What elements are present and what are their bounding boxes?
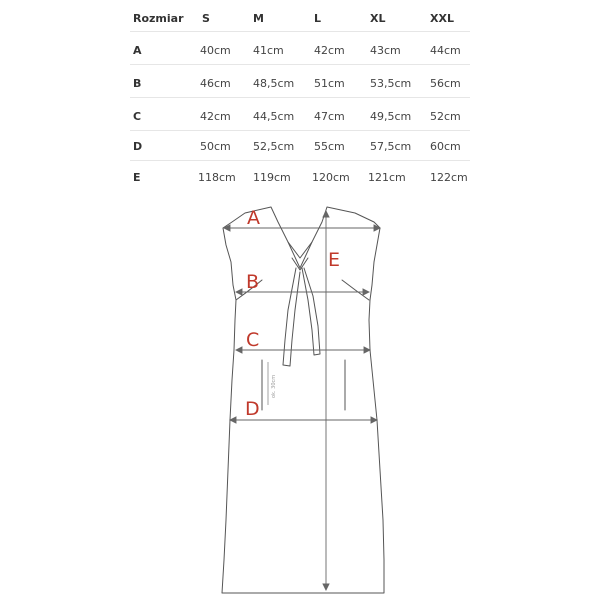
table-cell: 42cm xyxy=(200,110,231,123)
row-label-a: A xyxy=(133,44,142,57)
table-cell: 41cm xyxy=(253,44,284,57)
table-cell: 40cm xyxy=(200,44,231,57)
arrow-icon xyxy=(236,347,242,353)
arrow-icon xyxy=(230,417,236,423)
table-cell: 120cm xyxy=(312,171,350,184)
table-cell: 53,5cm xyxy=(370,77,412,90)
table-cell: 44,5cm xyxy=(253,110,295,123)
table-cell: 44cm xyxy=(430,44,461,57)
arrow-icon xyxy=(363,289,369,295)
header-m: M xyxy=(253,12,264,25)
table-cell: 42cm xyxy=(314,44,345,57)
label-d: D xyxy=(245,398,260,420)
label-b: B xyxy=(246,271,260,293)
header-size: Rozmiar xyxy=(133,12,184,25)
table-cell: 43cm xyxy=(370,44,401,57)
table-cell: 52,5cm xyxy=(253,140,295,153)
arrow-icon xyxy=(364,347,370,353)
table-cell: 52cm xyxy=(430,110,461,123)
tie-bow xyxy=(288,242,312,268)
header-xxl: XXL xyxy=(430,12,454,25)
table-cell: 55cm xyxy=(314,140,345,153)
arrow-icon xyxy=(236,289,242,295)
table-cell: 46cm xyxy=(200,77,231,90)
table-cell: 119cm xyxy=(253,171,291,184)
table-cell: 121cm xyxy=(368,171,406,184)
arrow-icon xyxy=(371,417,377,423)
label-a: A xyxy=(247,207,260,229)
tie-right xyxy=(302,268,320,355)
header-xl: XL xyxy=(370,12,386,25)
table-cell: 56cm xyxy=(430,77,461,90)
header-l: L xyxy=(314,12,322,25)
table-cell: 50cm xyxy=(200,140,231,153)
tie-left xyxy=(283,268,300,366)
row-label-c: C xyxy=(133,110,142,123)
label-c: C xyxy=(246,329,260,351)
label-e: E xyxy=(328,249,341,271)
header-s: S xyxy=(202,12,210,25)
table-cell: 51cm xyxy=(314,77,345,90)
table-cell: 118cm xyxy=(198,171,236,184)
arrow-icon xyxy=(374,225,380,231)
table-cell: 122cm xyxy=(430,171,468,184)
side-note: ok. 30cm xyxy=(271,374,277,398)
table-cell: 47cm xyxy=(314,110,345,123)
arrow-icon xyxy=(323,211,329,217)
table-cell: 57,5cm xyxy=(370,140,412,153)
arrow-icon xyxy=(323,584,329,590)
row-label-b: B xyxy=(133,77,142,90)
row-label-d: D xyxy=(133,140,143,153)
row-label-e: E xyxy=(133,171,141,184)
table-cell: 48,5cm xyxy=(253,77,295,90)
table-cell: 60cm xyxy=(430,140,461,153)
table-cell: 49,5cm xyxy=(370,110,412,123)
